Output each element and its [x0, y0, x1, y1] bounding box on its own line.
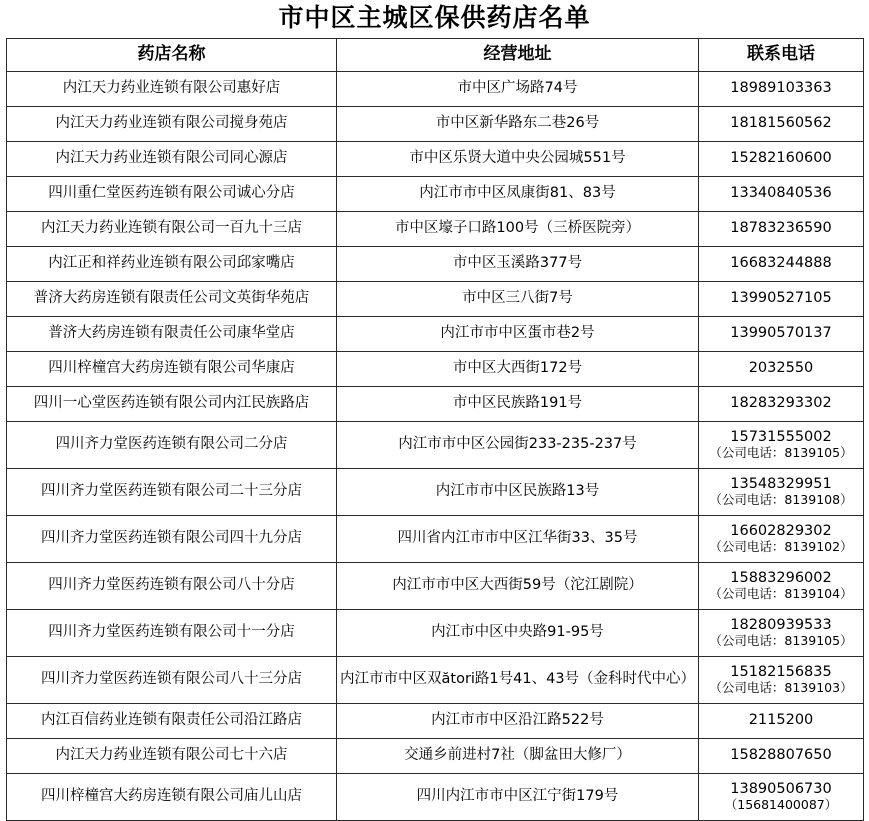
cell-telephone — [699, 656, 864, 703]
cell-address: 市中区玉溪路377号 — [337, 246, 699, 281]
telephone-primary: 15282160600 — [730, 150, 832, 167]
table-row — [7, 773, 864, 820]
table-header-row — [7, 38, 864, 71]
column-header-address: 经营地址 — [337, 38, 699, 71]
table-row — [7, 609, 864, 656]
table-row — [7, 738, 864, 773]
cell-address: 市中区广场路74号 — [337, 71, 699, 106]
table-row — [7, 421, 864, 468]
telephone-primary: 13990527105 — [730, 290, 832, 307]
cell-address: 四川内江市市中区江宁街179号 — [337, 773, 699, 820]
cell-pharmacy-name: 四川齐力堂医药连锁有限公司八十分店 — [7, 562, 337, 609]
cell-telephone — [699, 246, 864, 281]
cell-telephone — [699, 515, 864, 562]
telephone-primary: 2032550 — [748, 360, 814, 377]
table-row — [7, 281, 864, 316]
telephone-primary: 16602829302 — [730, 522, 832, 539]
table-row — [7, 106, 864, 141]
cell-telephone — [699, 316, 864, 351]
cell-pharmacy-name: 四川一心堂医药连锁有限公司内江民族路店 — [7, 386, 337, 421]
cell-telephone — [699, 141, 864, 176]
cell-pharmacy-name: 内江天力药业连锁有限公司搅身苑店 — [7, 106, 337, 141]
cell-telephone — [699, 211, 864, 246]
cell-pharmacy-name: 内江天力药业连锁有限公司七十六店 — [7, 738, 337, 773]
cell-address: 市中区大西街172号 — [337, 351, 699, 386]
telephone-primary: 18181560562 — [730, 115, 832, 132]
table-row — [7, 515, 864, 562]
telephone-primary: 18783236590 — [730, 220, 832, 237]
cell-address: 市中区壕子口路100号（三桥医院旁） — [337, 211, 699, 246]
cell-address: 市中区民族路191号 — [337, 386, 699, 421]
telephone-primary: 15731555002 — [730, 428, 832, 445]
telephone-primary: 18989103363 — [730, 80, 832, 97]
cell-telephone — [699, 106, 864, 141]
cell-telephone — [699, 609, 864, 656]
telephone-primary: 15182156835 — [730, 663, 832, 680]
table-row — [7, 562, 864, 609]
cell-telephone — [699, 738, 864, 773]
cell-pharmacy-name: 普济大药房连锁有限责任公司文英街华苑店 — [7, 281, 337, 316]
telephone-secondary: （公司电话：8139102） — [709, 538, 853, 554]
cell-pharmacy-name: 内江天力药业连锁有限公司一百九十三店 — [7, 211, 337, 246]
cell-address: 内江市市中区蛋市巷2号 — [337, 316, 699, 351]
table-row — [7, 703, 864, 738]
table-row — [7, 351, 864, 386]
telephone-primary: 18280939533 — [730, 616, 832, 633]
cell-pharmacy-name: 内江天力药业连锁有限公司惠好店 — [7, 71, 337, 106]
cell-address: 市中区乐贤大道中央公园城551号 — [337, 141, 699, 176]
cell-telephone — [699, 386, 864, 421]
cell-pharmacy-name: 四川重仁堂医药连锁有限公司诚心分店 — [7, 176, 337, 211]
telephone-secondary: （公司电话：8139105） — [709, 632, 853, 648]
telephone-primary: 15828807650 — [730, 747, 832, 764]
table-row — [7, 656, 864, 703]
telephone-primary: 13990570137 — [730, 325, 832, 342]
cell-address: 内江市市中区沿江路522号 — [337, 703, 699, 738]
telephone-primary: 13548329951 — [730, 475, 832, 492]
cell-telephone — [699, 351, 864, 386]
telephone-primary: 2115200 — [748, 712, 814, 729]
cell-pharmacy-name: 普济大药房连锁有限责任公司康华堂店 — [7, 316, 337, 351]
cell-address: 四川省内江市市中区江华街33、35号 — [337, 515, 699, 562]
telephone-primary: 15883296002 — [730, 569, 832, 586]
cell-pharmacy-name: 内江正和祥药业连锁有限公司邱家嘴店 — [7, 246, 337, 281]
cell-telephone — [699, 176, 864, 211]
telephone-primary: 16683244888 — [730, 255, 832, 272]
table-row — [7, 176, 864, 211]
telephone-secondary: （公司电话：8139108） — [709, 491, 853, 507]
cell-address: 内江市市中区大西街59号（沱江剧院） — [337, 562, 699, 609]
cell-pharmacy-name: 四川齐力堂医药连锁有限公司十一分店 — [7, 609, 337, 656]
cell-pharmacy-name: 四川齐力堂医药连锁有限公司四十九分店 — [7, 515, 337, 562]
telephone-primary: 18283293302 — [730, 395, 832, 412]
telephone-secondary: （公司电话：8139104） — [709, 585, 853, 601]
column-header-name: 药店名称 — [7, 38, 337, 71]
telephone-primary: 13890506730 — [730, 780, 832, 797]
cell-telephone — [699, 773, 864, 820]
cell-pharmacy-name: 四川齐力堂医药连锁有限公司二分店 — [7, 421, 337, 468]
telephone-secondary: （公司电话：8139103） — [709, 679, 853, 695]
cell-telephone — [699, 703, 864, 738]
cell-pharmacy-name: 四川齐力堂医药连锁有限公司八十三分店 — [7, 656, 337, 703]
cell-pharmacy-name: 四川梓橦宫大药房连锁有限公司庙儿山店 — [7, 773, 337, 820]
table-row — [7, 386, 864, 421]
cell-telephone — [699, 281, 864, 316]
column-header-telephone: 联系电话 — [699, 38, 864, 71]
cell-address: 市中区三八街7号 — [337, 281, 699, 316]
cell-pharmacy-name: 内江百信药业连锁有限责任公司沿江路店 — [7, 703, 337, 738]
cell-address: 内江市市中区双ători路1号41、43号（金科时代中心） — [337, 656, 699, 703]
cell-telephone — [699, 468, 864, 515]
page-title: 市中区主城区保供药店名单 — [278, 3, 591, 32]
cell-address: 内江市市中区公园街233-235-237号 — [337, 421, 699, 468]
table-row — [7, 211, 864, 246]
table-row — [7, 246, 864, 281]
cell-address: 市中区新华路东二巷26号 — [337, 106, 699, 141]
cell-address: 内江市市中区民族路13号 — [337, 468, 699, 515]
table-row — [7, 316, 864, 351]
cell-address: 内江市中区中央路91-95号 — [337, 609, 699, 656]
cell-address: 内江市市中区凤康街81、83号 — [337, 176, 699, 211]
telephone-secondary: （15681400087） — [724, 796, 838, 812]
cell-pharmacy-name: 内江天力药业连锁有限公司同心源店 — [7, 141, 337, 176]
cell-telephone — [699, 71, 864, 106]
cell-pharmacy-name: 四川齐力堂医药连锁有限公司二十三分店 — [7, 468, 337, 515]
cell-pharmacy-name: 四川梓橦宫大药房连锁有限公司华康店 — [7, 351, 337, 386]
cell-telephone — [699, 562, 864, 609]
telephone-primary: 13340840536 — [730, 185, 832, 202]
pharmacy-list-table — [6, 38, 864, 821]
table-body — [7, 71, 864, 820]
cell-address: 交通乡前进村7社（脚盆田大修厂） — [337, 738, 699, 773]
cell-telephone — [699, 421, 864, 468]
table-row — [7, 468, 864, 515]
table-row — [7, 141, 864, 176]
telephone-secondary: （公司电话：8139105） — [709, 444, 853, 460]
table-row — [7, 71, 864, 106]
